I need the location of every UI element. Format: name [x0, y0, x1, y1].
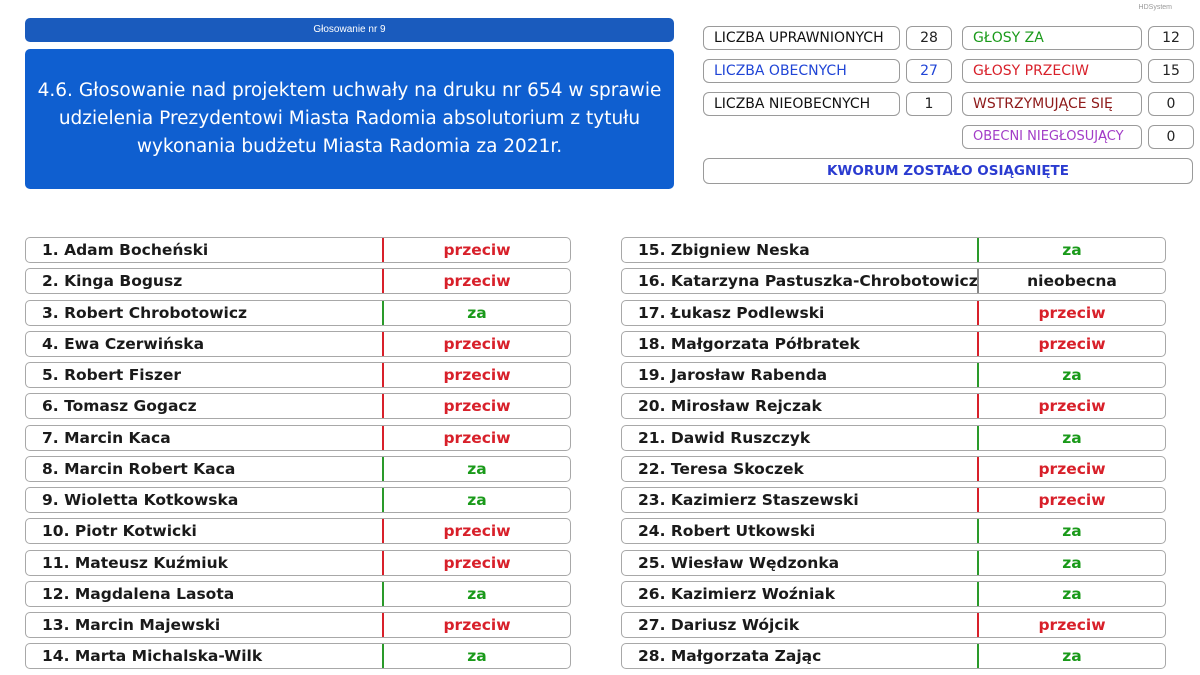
- voter-row: [621, 331, 1166, 357]
- voter-row: [621, 456, 1166, 482]
- voter-name: 18. Małgorzata Półbratek: [638, 334, 860, 353]
- voter-row: [25, 487, 571, 513]
- voter-row: [25, 643, 571, 669]
- voter-row: [25, 300, 571, 326]
- voter-name: 16. Katarzyna Pastuszka-Chrobotowicz: [638, 272, 978, 291]
- voter-vote: za: [977, 238, 1165, 262]
- voter-row: [621, 581, 1166, 607]
- voter-vote: za: [382, 457, 570, 481]
- voter-row: [25, 237, 571, 263]
- voter-vote: przeciw: [977, 613, 1165, 637]
- voter-vote: za: [382, 582, 570, 606]
- voter-vote: przeciw: [977, 301, 1165, 325]
- voter-name: 27. Dariusz Wójcik: [638, 616, 800, 634]
- voter-vote: przeciw: [382, 363, 570, 387]
- voter-name: 6. Tomasz Gogacz: [42, 397, 197, 416]
- voter-name: 9. Wioletta Kotkowska: [42, 491, 239, 509]
- voter-row: [621, 487, 1166, 513]
- stat-value-eligible: 28: [906, 26, 952, 50]
- stat-label-present-not-voting: OBECNI NIEGŁOSUJĄCY: [962, 125, 1142, 149]
- voter-row: [25, 456, 571, 482]
- stat-label-votes-for: GŁOSY ZA: [962, 26, 1142, 50]
- stat-label-abstain: WSTRZYMUJĄCE SIĘ: [962, 92, 1142, 116]
- voter-name: 26. Kazimierz Woźniak: [638, 584, 836, 603]
- voter-name: 19. Jarosław Rabenda: [638, 366, 828, 384]
- voter-name: 5. Robert Fiszer: [42, 366, 182, 384]
- voter-row: [621, 643, 1166, 669]
- voter-row: [25, 518, 571, 544]
- voter-name: 12. Magdalena Lasota: [42, 584, 235, 603]
- voter-vote: przeciw: [382, 269, 570, 293]
- voter-name: 10. Piotr Kotwicki: [42, 522, 197, 541]
- voter-name: 13. Marcin Majewski: [42, 616, 221, 634]
- voter-name: 7. Marcin Kaca: [42, 428, 171, 447]
- resolution-title: 4.6. Głosowanie nad projektem uchwały na druku nr 654 w sprawie udzielenia Prezydentowi Miasta Radomia absolutorium z tytułu wykonania budżetu Miasta Radomia za 2021r.: [25, 49, 674, 189]
- voter-vote: przeciw: [382, 426, 570, 450]
- voter-name: 11. Mateusz Kuźmiuk: [42, 553, 228, 572]
- voter-name: 28. Małgorzata Zając: [638, 647, 822, 666]
- voter-name: 3. Robert Chrobotowicz: [42, 303, 248, 322]
- voter-name: 15. Zbigniew Neska: [638, 241, 810, 259]
- voter-row: [25, 268, 571, 294]
- voter-row: [25, 331, 571, 357]
- stat-label-absent: LICZBA NIEOBECNYCH: [703, 92, 900, 116]
- voter-name: 21. Dawid Ruszczyk: [638, 428, 811, 447]
- voter-name: 1. Adam Bocheński: [42, 241, 209, 259]
- voter-vote: za: [382, 488, 570, 512]
- stat-label-present: LICZBA OBECNYCH: [703, 59, 900, 83]
- voter-vote: za: [382, 301, 570, 325]
- voter-row: [621, 518, 1166, 544]
- voter-vote: przeciw: [382, 551, 570, 575]
- voter-vote: za: [977, 519, 1165, 543]
- voter-row: [25, 581, 571, 607]
- stat-value-present-not-voting: 0: [1148, 125, 1194, 149]
- stat-label-eligible: LICZBA UPRAWNIONYCH: [703, 26, 900, 50]
- voter-row: [25, 612, 571, 638]
- voter-name: 23. Kazimierz Staszewski: [638, 491, 859, 509]
- voter-vote: nieobecna: [977, 269, 1165, 293]
- voter-vote: przeciw: [977, 488, 1165, 512]
- voter-row: [621, 612, 1166, 638]
- voter-vote: przeciw: [977, 457, 1165, 481]
- voter-vote: przeciw: [382, 394, 570, 418]
- voter-vote: za: [977, 582, 1165, 606]
- quorum-status: KWORUM ZOSTAŁO OSIĄGNIĘTE: [703, 158, 1193, 184]
- voter-name: 4. Ewa Czerwińska: [42, 334, 205, 353]
- voter-row: [621, 425, 1166, 451]
- voter-row: [621, 268, 1166, 294]
- voter-row: [25, 362, 571, 388]
- voter-vote: za: [977, 426, 1165, 450]
- stat-value-votes-for: 12: [1148, 26, 1194, 50]
- voter-row: [25, 393, 571, 419]
- voter-name: 22. Teresa Skoczek: [638, 459, 804, 478]
- voter-name: 24. Robert Utkowski: [638, 522, 816, 541]
- voter-name: 8. Marcin Robert Kaca: [42, 459, 236, 478]
- voter-row: [621, 362, 1166, 388]
- voter-name: 25. Wiesław Wędzonka: [638, 553, 840, 572]
- voter-vote: przeciw: [382, 332, 570, 356]
- voter-row: [25, 550, 571, 576]
- stat-value-absent: 1: [906, 92, 952, 116]
- voter-vote: za: [382, 644, 570, 668]
- voter-row: [621, 300, 1166, 326]
- stat-value-votes-against: 15: [1148, 59, 1194, 83]
- voter-vote: za: [977, 644, 1165, 668]
- voter-vote: przeciw: [977, 332, 1165, 356]
- stat-value-abstain: 0: [1148, 92, 1194, 116]
- voter-name: 14. Marta Michalska-Wilk: [42, 647, 263, 666]
- brand-label: HDSystem: [1138, 4, 1172, 11]
- voter-vote: przeciw: [382, 519, 570, 543]
- vote-number-header: Głosowanie nr 9: [25, 18, 674, 42]
- voter-vote: przeciw: [382, 613, 570, 637]
- voter-name: 2. Kinga Bogusz: [42, 272, 183, 291]
- voter-row: [621, 237, 1166, 263]
- voter-name: 17. Łukasz Podlewski: [638, 303, 825, 322]
- stat-label-votes-against: GŁOSY PRZECIW: [962, 59, 1142, 83]
- voter-vote: za: [977, 363, 1165, 387]
- voter-name: 20. Mirosław Rejczak: [638, 397, 822, 416]
- voter-vote: przeciw: [382, 238, 570, 262]
- voter-row: [25, 425, 571, 451]
- stat-value-present: 27: [906, 59, 952, 83]
- voter-row: [621, 393, 1166, 419]
- voter-vote: za: [977, 551, 1165, 575]
- voter-row: [621, 550, 1166, 576]
- voter-vote: przeciw: [977, 394, 1165, 418]
